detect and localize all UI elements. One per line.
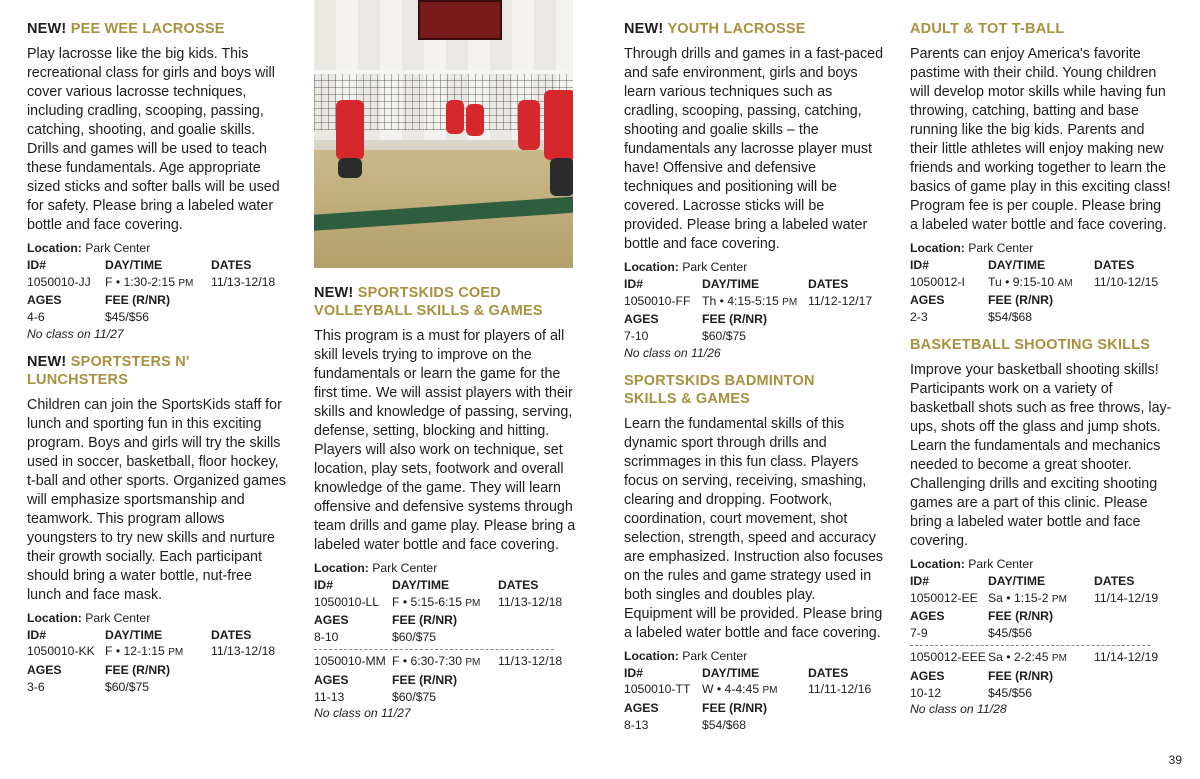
header-row: AGES FEE (R/NR) (624, 312, 767, 327)
program-title: NEW! YOUTH LACROSSE (624, 21, 806, 37)
program-description: Improve your basketball shooting skills! Participants work on a variety of basketball shots such as free throws, lay-ups, shots off the glass and jump shots. Learn the fundamentals and mechanics needed to become a great shooter. Challenging drills and exciting shooting games are a part of this clinic. Please bring a labeled water bottle and face covering. (910, 361, 1172, 549)
no-class-note: No class on 11/28 (910, 702, 1007, 717)
program-info (624, 648, 886, 734)
header-row: ID# DAY/TIME DATES (624, 665, 849, 680)
program-youth-lacrosse (624, 20, 886, 362)
session-row: 7-10 $60/$75 (624, 329, 747, 344)
program-pee-wee-lacrosse (27, 20, 289, 343)
location: Location: Park Center (624, 648, 748, 663)
program-volleyball (314, 284, 576, 722)
session-row: 1050012-EEE Sa • 2-2:45 PM 11/14-12/19 (910, 649, 1159, 664)
program-info (910, 556, 1172, 718)
location: Location: Park Center (910, 556, 1034, 571)
header-row: AGES FEE (R/NR) (910, 609, 1053, 624)
header-row: AGES FEE (R/NR) (314, 672, 457, 687)
program-description: This program is a must for players of all skill levels trying to improve on the fundamentals or learn the game for the first time. We will assist players with their skills and knowledge of passing, serving, defense, setting, blocking and hitting. Players will also work on technique, set location, play sets, footwork and overall knowledge of the game. They will learn offensive and defensive systems through team drills and game play. Please bring a labeled water bottle and face covering. (314, 328, 576, 553)
page-number: 39 (1168, 753, 1182, 767)
program-info (910, 240, 1172, 326)
location: Location: Park Center (624, 260, 748, 274)
session-row: 1050012-I Tu • 9:15-10 AM 11/10-12/15 (910, 274, 1159, 289)
header-row: ID# DAY/TIME DATES (910, 573, 1135, 588)
program-badminton (624, 372, 886, 734)
session-row: 2-3 $54/$68 (910, 310, 1033, 325)
no-class-note: No class on 11/27 (27, 326, 124, 341)
session-row: 8-10 $60/$75 (314, 630, 437, 645)
program-title: NEW! SPORTSKIDS COED VOLLEYBALL SKILLS & GAMES (314, 285, 543, 319)
session-row: 1050010-MM F • 6:30-7:30 PM 11/13-12/18 (314, 653, 563, 668)
session-row: 1050010-JJ F • 1:30-2:15 PM 11/13-12/18 (27, 274, 276, 289)
program-info (624, 259, 886, 362)
header-row: ID# DAY/TIME DATES (624, 276, 849, 291)
program-description: Children can join the SportsKids staff for lunch and sporting fun in this exciting program. Boys and girls will try the skills used in soccer, basketball, floor hockey, t-ball and other sports. Organized games will emphasize sportsmanship and teamwork. This program allows youngsters to try new skills and nurture their growth socially. Each participant should bring a water bottle, nut-free lunch and face mask. (27, 396, 287, 603)
program-description: Through drills and games in a fast-paced and safe environment, girls and boys learn various techniques such as cradling, scooping, passing, catching, shooting and goalie skills – the fundamentals any lacrosse player must have! Offensive and defensive techniques and positioning will be covered. Lacrosse sticks will be provided. Please bring a labeled water bottle and face covering. (624, 46, 884, 252)
column-3 (624, 20, 886, 744)
program-tball (910, 20, 1172, 326)
session-row: 8-13 $54/$68 (624, 717, 747, 732)
session-row: 1050010-FF Th • 4:15-5:15 PM 11/12-12/17 (624, 293, 873, 308)
column-4 (910, 20, 1172, 728)
location: Location: Park Center (314, 561, 438, 575)
program-sportsters-lunchsters (27, 353, 289, 696)
divider (910, 645, 1150, 646)
session-row: 1050010-TT W • 4-4:45 PM 11/11-12/16 (624, 682, 872, 697)
header-row: ID# DAY/TIME DATES (27, 627, 252, 642)
header-row: AGES FEE (R/NR) (910, 668, 1053, 683)
session-row: 7-9 $45/$56 (910, 626, 1033, 641)
program-description: Parents can enjoy America's favorite pastime with their child. Young children will develop motor skills while having fun throwing, catching, batting and base running like the big kids. Parents and their little athletes will enjoy making new friends and working together to learn the basics of game play in this exciting class! Program fee is per couple. Please bring a labeled water bottle and face covering. (910, 46, 1171, 233)
session-row: 3-6 $60/$75 (27, 679, 150, 694)
column-2 (314, 0, 576, 732)
program-title: NEW! PEE WEE LACROSSE (27, 21, 225, 37)
program-title: ADULT & TOT T-BALL (910, 21, 1065, 37)
program-info (27, 240, 289, 343)
session-row: 11-13 $60/$75 (314, 689, 437, 704)
scoreboard-graphic (418, 0, 502, 40)
location: Location: Park Center (910, 241, 1034, 255)
header-row: AGES FEE (R/NR) (910, 293, 1053, 308)
header-row: AGES FEE (R/NR) (624, 701, 767, 716)
location: Location: Park Center (27, 610, 151, 625)
header-row: ID# DAY/TIME DATES (314, 577, 539, 592)
header-row: AGES FEE (R/NR) (314, 613, 457, 628)
no-class-note: No class on 11/27 (314, 706, 411, 721)
header-row: AGES FEE (R/NR) (27, 293, 170, 308)
divider (314, 649, 554, 650)
header-row: ID# DAY/TIME DATES (27, 257, 252, 272)
header-row: AGES FEE (R/NR) (27, 663, 170, 678)
program-info (27, 610, 289, 696)
session-row: 10-12 $45/$56 (910, 685, 1033, 700)
program-title: SPORTSKIDS BADMINTON SKILLS & GAMES (624, 372, 815, 407)
header-row: ID# DAY/TIME DATES (910, 257, 1135, 272)
session-row: 4-6 $45/$56 (27, 310, 150, 325)
session-row: 1050010-KK F • 12-1:15 PM 11/13-12/18 (27, 644, 276, 659)
column-1 (27, 20, 289, 706)
program-info (314, 560, 576, 722)
no-class-note: No class on 11/26 (624, 345, 721, 360)
program-description: Play lacrosse like the big kids. This recreational class for girls and boys will cover various lacrosse techniques, including cradling, scooping, passing, catching, shooting, and goalie skills. Drills and games will be used to teach these fundamentals. Age appropriate sized sticks and softer balls will be used for safety. Please bring a labeled water bottle and face covering. (27, 46, 280, 233)
location: Location: Park Center (27, 241, 151, 255)
session-row: 1050010-LL F • 5:15-6:15 PM 11/13-12/18 (314, 594, 563, 609)
volleyball-photo (314, 0, 573, 268)
session-row: 1050012-EE Sa • 1:15-2 PM 11/14-12/19 (910, 590, 1159, 605)
program-basketball (910, 336, 1172, 718)
program-title: NEW! SPORTSTERS N' LUNCHSTERS (27, 353, 190, 388)
program-title: BASKETBALL SHOOTING SKILLS (910, 336, 1151, 353)
program-description: Learn the fundamental skills of this dynamic sport through drills and scrimmages in this fun class. Players focus on serving, receiving, smashing, clearing and dropping. Footwork, coordination, court movement, shot selection, strength, speed and accuracy are emphasized. Instruction also focuses on the rules and game strategy used in both singles and doubles play. Equipment will be provided. Please bring a labeled water bottle and face covering. (624, 415, 884, 641)
